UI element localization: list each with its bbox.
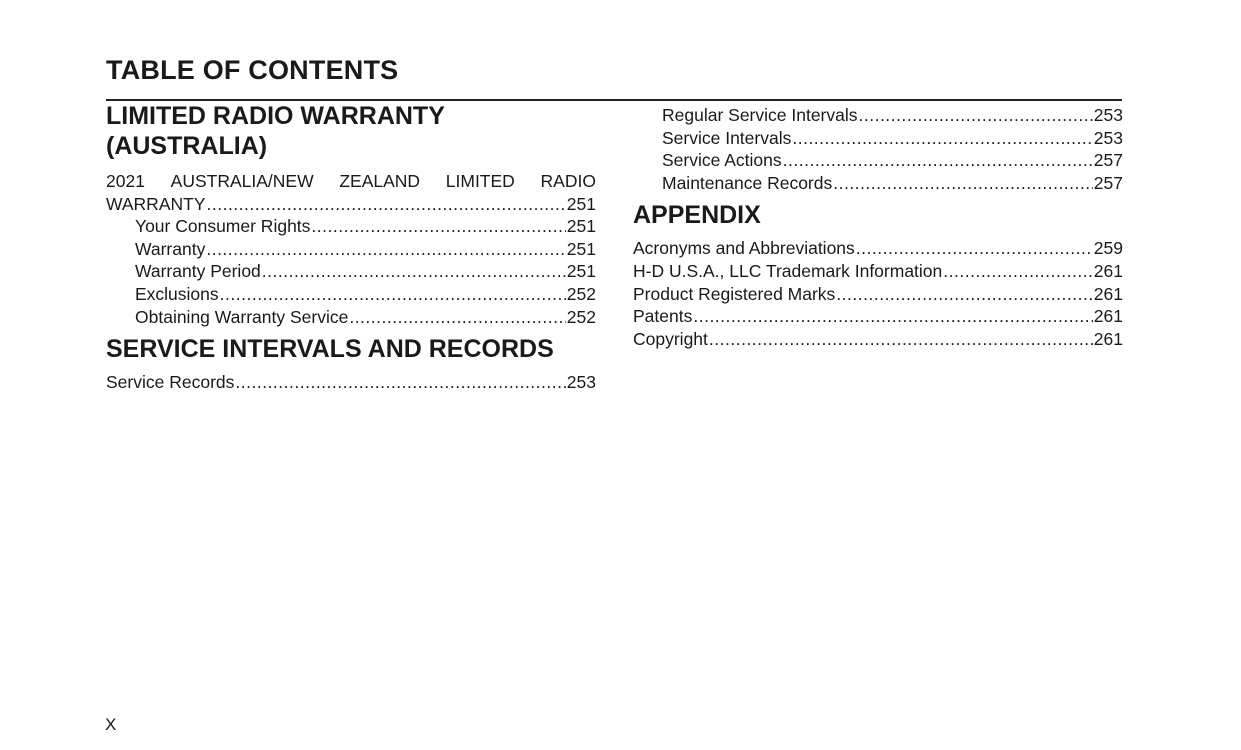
toc-entry-exclusions[interactable] <box>106 283 596 306</box>
toc-entry-page: 253 <box>1093 127 1123 148</box>
toc-entry-warranty-period[interactable] <box>106 260 596 283</box>
toc-entry-page: 251 <box>566 216 596 237</box>
toc-entry-page: 261 <box>1093 328 1123 349</box>
toc-entry-label: Obtaining Warranty Service <box>135 306 349 327</box>
dot-leader <box>311 215 565 238</box>
toc-entry-label: Service Actions <box>662 150 782 171</box>
dot-leader <box>859 104 1093 127</box>
toc-entry-service-intervals[interactable] <box>633 127 1123 150</box>
dot-leader <box>783 149 1093 172</box>
toc-entry-page: 251 <box>566 238 596 259</box>
toc-entry-label: Product Registered Marks <box>633 283 836 304</box>
section-heading-limited-radio-warranty: LIMITED RADIO WARRANTY (AUSTRALIA) <box>106 102 445 160</box>
section-heading-service-intervals: SERVICE INTERVALS AND RECORDS <box>106 335 554 364</box>
toc-entry-label: Maintenance Records <box>662 172 833 193</box>
dot-leader <box>943 260 1093 283</box>
toc-left-column <box>106 101 596 394</box>
toc-entry-regular-service-intervals[interactable] <box>633 104 1123 127</box>
toc-entry-page: 251 <box>566 261 596 282</box>
dot-leader <box>206 238 565 261</box>
toc-entry-service-records[interactable] <box>106 371 596 394</box>
dot-leader <box>235 371 565 394</box>
toc-right-column <box>633 104 1123 350</box>
dot-leader <box>349 306 565 329</box>
toc-entry-label: Service Intervals <box>662 127 792 148</box>
toc-entry-page: 261 <box>1093 306 1123 327</box>
toc-entry-copyright[interactable] <box>633 328 1123 351</box>
toc-entry-your-consumer-rights[interactable] <box>106 215 596 238</box>
toc-entry-product-registered-marks[interactable] <box>633 283 1123 306</box>
toc-entry-page: 259 <box>1093 238 1123 259</box>
toc-entry-acronyms-abbreviations[interactable] <box>633 237 1123 260</box>
toc-entry-page: 257 <box>1093 150 1123 171</box>
toc-entry-label: Warranty Period <box>135 261 261 282</box>
toc-entry-page: 252 <box>566 306 596 327</box>
toc-entry-service-actions[interactable] <box>633 149 1123 172</box>
page-title: TABLE OF CONTENTS <box>106 55 399 85</box>
dot-leader <box>220 283 566 306</box>
toc-entry-australia-nz-warranty[interactable] <box>106 170 596 215</box>
toc-entry-label: Exclusions <box>135 283 219 304</box>
toc-entry-label: Service Records <box>106 372 235 393</box>
toc-entry-label: H-D U.S.A., LLC Trademark Information <box>633 260 943 281</box>
dot-leader <box>693 305 1092 328</box>
toc-entry-warranty[interactable] <box>106 238 596 261</box>
toc-entry-label: Acronyms and Abbreviations <box>633 238 855 259</box>
dot-leader <box>836 283 1092 306</box>
dot-leader <box>833 172 1093 195</box>
toc-entry-line <box>106 193 596 216</box>
section-heading-appendix: APPENDIX <box>633 201 761 230</box>
toc-entry-trademark-information[interactable] <box>633 260 1123 283</box>
toc-entry-label: Copyright <box>633 328 708 349</box>
toc-entry-label: WARRANTY <box>106 193 206 214</box>
toc-entry-title-line: 2021 AUSTRALIA/NEW ZEALAND LIMITED RADIO <box>106 171 596 191</box>
toc-entry-page: 257 <box>1093 172 1123 193</box>
dot-leader <box>262 260 566 283</box>
toc-entry-patents[interactable] <box>633 305 1123 328</box>
toc-entry-label: Your Consumer Rights <box>135 216 311 237</box>
toc-entry-obtaining-warranty-service[interactable] <box>106 306 596 329</box>
toc-entry-page: 253 <box>1093 105 1123 125</box>
toc-entry-page: 261 <box>1093 283 1123 304</box>
toc-entry-label: Warranty <box>135 238 206 259</box>
page-number: X <box>105 715 117 734</box>
dot-leader <box>709 328 1093 351</box>
toc-entry-page: 253 <box>566 372 596 393</box>
toc-entry-maintenance-records[interactable] <box>633 172 1123 195</box>
toc-entry-page: 261 <box>1093 260 1123 281</box>
toc-entry-page: 251 <box>566 193 596 214</box>
dot-leader <box>856 237 1093 260</box>
toc-entry-label: Regular Service Intervals <box>662 105 858 125</box>
dot-leader <box>207 193 566 216</box>
toc-entry-page: 252 <box>566 283 596 304</box>
dot-leader <box>792 127 1092 150</box>
toc-entry-label: Patents <box>633 306 693 327</box>
